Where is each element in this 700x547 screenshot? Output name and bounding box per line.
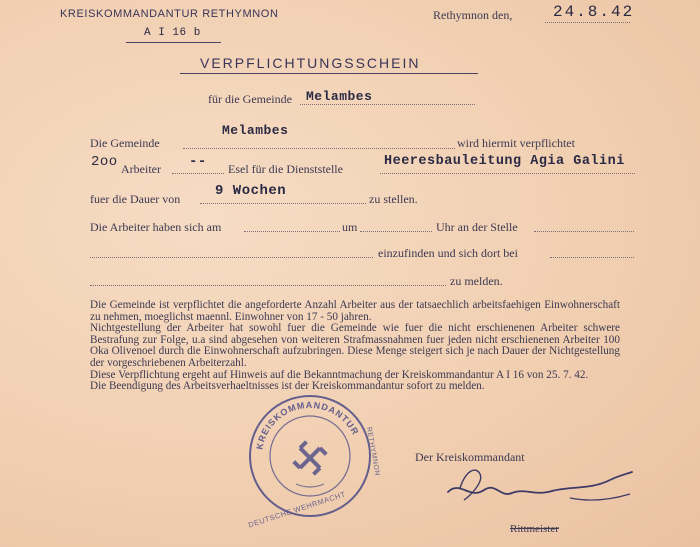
community-name-field: Melambes [306,89,373,104]
document-title: VERPFLICHTUNGSSCHEIN [200,55,421,71]
line1-prefix: Die Gemeinde [90,136,160,150]
paragraph-selection: Die Gemeinde ist verpflichtet die angeforderte Anzahl Arbeiter aus der tatsaechlich arbeitsfaehigen Einwohnerschaft zu nehmen, moeglichst maennl. Einwohner von 17 - 50 jahren. [90,299,620,323]
report-place-label: Uhr an der Stelle [436,220,518,234]
report-time-label: um [342,220,358,234]
date-dotted-line [545,22,630,23]
unit-dotted-line [380,173,635,174]
title-underline [180,73,478,74]
document-date: 24.8.42 [553,3,635,21]
report-time-dotted-line [360,231,432,232]
place-date-label: Rethymnon den, [433,8,513,22]
stamp-side-text: RETHYMNON [365,426,381,477]
place-dotted-line [90,257,373,258]
donkeys-label: Esel für die Dienststelle [228,162,343,176]
paragraph-reference: Diese Verpflichtung ergeht auf Hinweis auf die Bekanntmachung der Kreiskommandantur A I 16 von 25. 7. 42. [90,368,589,381]
unit-field: Heeresbauleitung Agia Galini [384,154,625,169]
paragraph-penalty: Nichtgestellung der Arbeiter hat sowohl fuer die Gemeinde wie fuer die nicht erschienenen Arbeiter schwere Bestrafung zur Folge, u.a sind abgesehen von weiteren Strafmassnahmen fuer jeden nicht erschienenen Arbeiter 100 Oka Olivenoel durch die Einwohnerschaft aufzubringen. Diese Menge steigert sich je nach Dauer der Nichtgestellung der vorgeschriebenen Arbeiterzahl. [90,322,620,369]
duration-field: 9 Wochen [215,183,287,199]
obligations-text [90,300,620,393]
commander-signature [440,460,640,510]
report-day-label: Die Arbeiter haben sich am [90,220,222,234]
line1-dotted-line [183,148,455,149]
reference-number: A I 16 b [144,27,201,39]
line1-suffix: wird hiermit verpflichtet [457,136,575,150]
duration-suffix: zu stellen. [369,192,418,206]
report-to-label: einzufinden und sich dort bei [378,246,518,260]
workers-count-field: 2oo [91,154,118,170]
line1-community-value: Melambes [222,123,289,138]
struck-rank: Rittmeister [510,523,559,535]
donkeys-count-field: -- [189,154,207,170]
swastika-emblem [290,438,330,478]
donkeys-dotted-line [172,173,224,174]
contact-dotted-line [90,285,446,286]
report-to-dotted-line [550,257,634,258]
office-name: KREISKOMMANDANTUR RETHYMNON [60,8,279,20]
report-place-dotted-line [534,231,634,232]
community-dotted-line [300,104,475,105]
workers-label: Arbeiter [121,162,161,176]
reference-underline [126,42,221,43]
for-community-label: für die Gemeinde [208,92,292,106]
paragraph-termination: Die Beendigung des Arbeitsverhaeltnisses ist der Kreiskommandantur sofort zu melden. [90,380,485,393]
report-day-dotted-line [244,231,340,232]
report-suffix: zu melden. [450,274,503,288]
duration-dotted-line [200,203,366,204]
stamp-bottom-text: DEUTSCHE WEHRMACHT [247,489,347,530]
commander-title: Der Kreiskommandant [415,450,525,464]
duration-prefix: fuer die Dauer von [90,192,181,206]
stamp-top-text: KREISKOMMANDANTUR [254,399,361,451]
